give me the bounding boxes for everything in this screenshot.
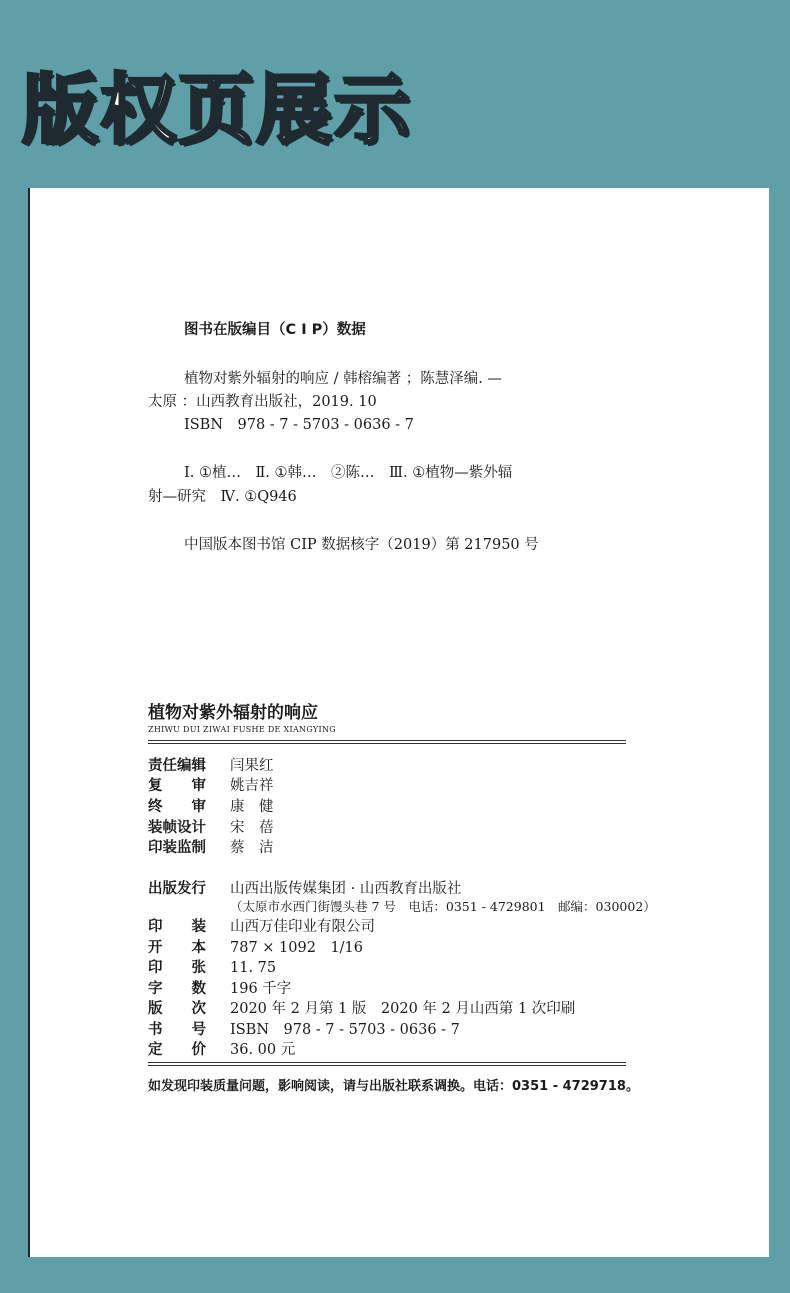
pub-info-label: 书 号 xyxy=(148,1022,206,1038)
pub-info-row xyxy=(148,997,575,1018)
editor-label: 装帧设计 xyxy=(148,820,206,836)
editor-row xyxy=(148,795,274,816)
cip-entry-line2: 太原 ：山西教育出版社，2019. 10 xyxy=(148,394,377,410)
pub-info-label: 印 张 xyxy=(148,960,206,976)
pub-info-label: 定 价 xyxy=(148,1042,206,1058)
editor-value: 闫果红 xyxy=(230,758,274,774)
cip-isbn: ISBN 978 - 7 - 5703 - 0636 - 7 xyxy=(184,417,414,433)
editor-label: 复 审 xyxy=(148,778,206,794)
pub-info-value: 山西万佳印业有限公司 xyxy=(230,919,375,935)
book-title: 植物对紫外辐射的响应 xyxy=(148,703,318,723)
editor-row xyxy=(148,754,274,775)
pub-info-row xyxy=(148,977,291,998)
pub-info-value: 787 × 1092 1/16 xyxy=(230,940,364,956)
publisher-value: 山西出版传媒集团 · 山西教育出版社 xyxy=(230,881,462,897)
pub-info-value: 11. 75 xyxy=(230,960,277,976)
pub-info-row xyxy=(148,1038,295,1059)
pub-info-label: 字 数 xyxy=(148,981,206,997)
cip-entry-line1: 植物对紫外辐射的响应 / 韩榕编著 ；陈慧泽编. — xyxy=(184,371,502,387)
editor-label: 责任编辑 xyxy=(148,758,206,774)
editor-row xyxy=(148,836,274,857)
divider xyxy=(148,1065,626,1066)
editor-label: 印装监制 xyxy=(148,840,206,856)
editor-value: 宋 蓓 xyxy=(230,820,274,836)
cip-heading: 图书在版编目（C I P）数据 xyxy=(184,322,366,338)
pub-info-row xyxy=(148,915,375,936)
pub-info-value: 2020 年 2 月第 1 版 2020 年 2 月山西第 1 次印刷 xyxy=(230,1001,576,1017)
publisher-label: 出版发行 xyxy=(148,881,206,897)
pub-info-value: 196 千字 xyxy=(230,981,292,997)
editor-value: 康 健 xyxy=(230,799,274,815)
editor-value: 姚吉祥 xyxy=(230,778,274,794)
pub-info-label: 开 本 xyxy=(148,940,206,956)
book-pinyin: ZHIWU DUI ZIWAI FUSHE DE XIANGYING xyxy=(148,725,336,734)
editor-row xyxy=(148,774,274,795)
editor-row xyxy=(148,816,274,837)
publisher-address: （太原市水西门街馒头巷 7 号 电话：0351 - 4729801 邮编：030002） xyxy=(230,899,656,914)
divider xyxy=(148,1062,626,1063)
cip-subject-line2: 射—研究 Ⅳ. ①Q946 xyxy=(148,489,297,505)
divider xyxy=(148,740,626,741)
copyright-page xyxy=(28,188,769,1257)
banner-title: 版权页展示 xyxy=(22,65,412,154)
pub-info-value: ISBN 978 - 7 - 5703 - 0636 - 7 xyxy=(230,1022,460,1038)
pub-info-row xyxy=(148,956,276,977)
editor-label: 终 审 xyxy=(148,799,206,815)
pub-info-label: 印 装 xyxy=(148,919,206,935)
cip-subject-line1: Ⅰ. ①植… Ⅱ. ①韩… ②陈… Ⅲ. ①植物—紫外辐 xyxy=(184,465,513,481)
divider xyxy=(148,743,626,744)
cip-number: 中国版本图书馆 CIP 数据核字（2019）第 217950 号 xyxy=(184,537,539,553)
pub-info-value: 36. 00 元 xyxy=(230,1042,296,1058)
pub-info-label: 版 次 xyxy=(148,1001,206,1017)
editor-value: 蔡 洁 xyxy=(230,840,274,856)
quality-notice: 如发现印装质量问题，影响阅读，请与出版社联系调换。电话：0351 - 4729718。 xyxy=(148,1079,639,1094)
publisher-row xyxy=(148,877,461,898)
pub-info-row xyxy=(148,936,363,957)
pub-info-row xyxy=(148,1018,460,1039)
